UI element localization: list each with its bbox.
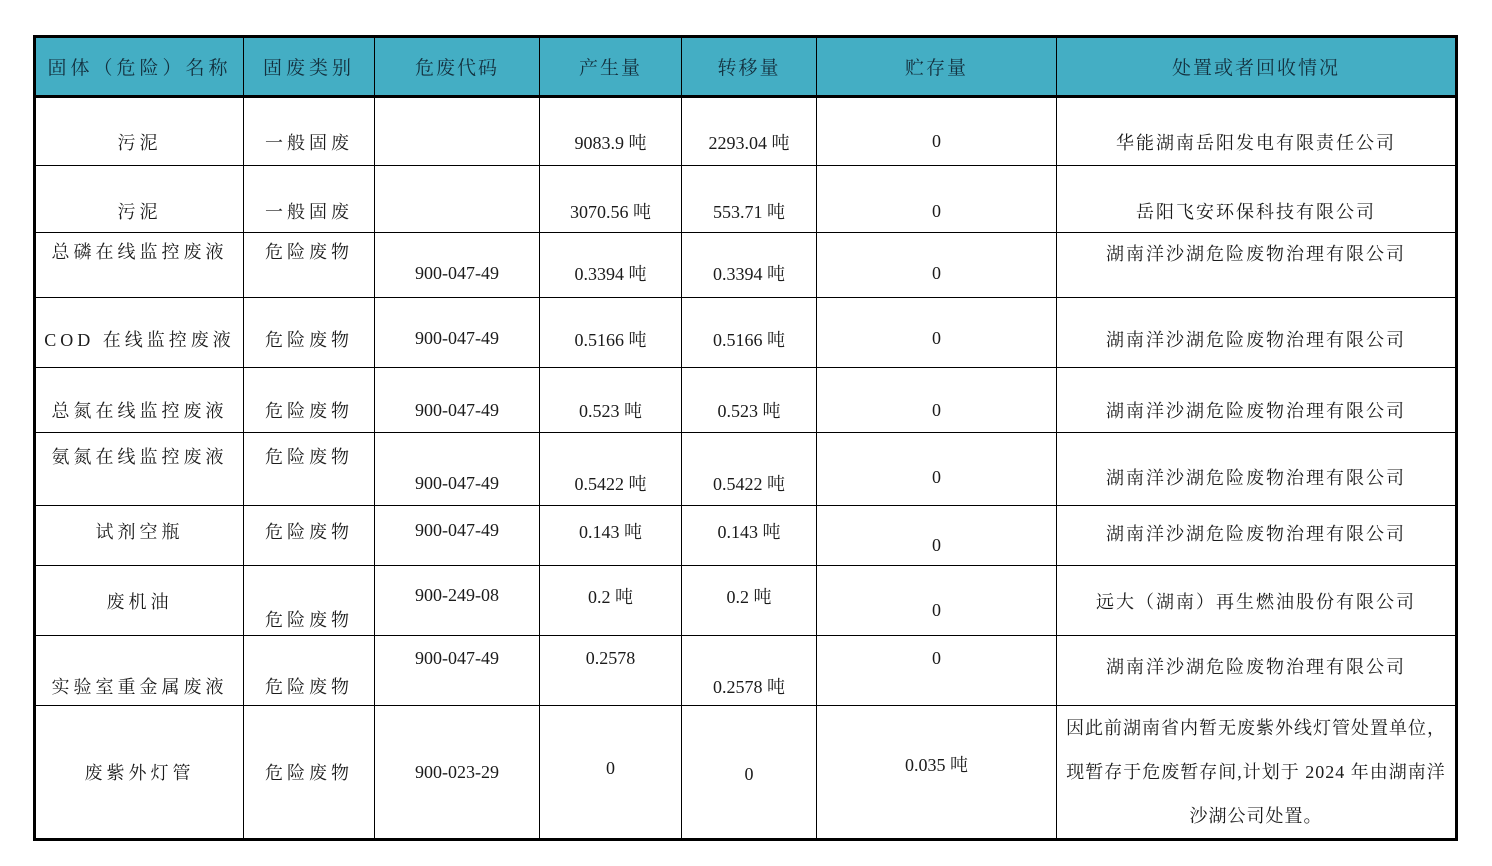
table-cell bbox=[1057, 433, 1455, 506]
cell-value: 危险废物 bbox=[265, 676, 353, 697]
cell-value: 污泥 bbox=[117, 132, 162, 153]
table-cell bbox=[817, 368, 1057, 433]
table-cell bbox=[375, 233, 540, 298]
table-cell bbox=[375, 98, 540, 166]
cell-value: 湖南洋沙湖危险废物治理有限公司 bbox=[1106, 401, 1406, 421]
table-cell bbox=[540, 706, 682, 838]
table-cell bbox=[36, 706, 244, 838]
cell-value: 废机油 bbox=[106, 591, 173, 612]
cell-value: 危险废物 bbox=[265, 401, 353, 421]
cell-value: 危险废物 bbox=[265, 447, 353, 467]
table-cell bbox=[36, 298, 244, 368]
table-cell bbox=[36, 433, 244, 506]
header-label: 转移量 bbox=[717, 58, 781, 79]
cell-value: 0.2 吨 bbox=[726, 586, 772, 607]
table-cell bbox=[36, 368, 244, 433]
table-cell bbox=[375, 636, 540, 706]
header-cell bbox=[682, 38, 817, 98]
table-grid bbox=[36, 38, 1455, 838]
table-cell bbox=[375, 566, 540, 636]
table-cell bbox=[817, 298, 1057, 368]
table-cell bbox=[682, 706, 817, 838]
table-cell bbox=[375, 706, 540, 838]
cell-value: 0 bbox=[932, 262, 941, 283]
header-label: 产生量 bbox=[578, 58, 642, 79]
table-cell bbox=[1057, 368, 1455, 433]
header-label: 危废代码 bbox=[414, 58, 499, 79]
cell-value: 0.5166 吨 bbox=[574, 329, 647, 350]
table-cell bbox=[375, 298, 540, 368]
table-cell bbox=[36, 566, 244, 636]
table-cell bbox=[817, 506, 1057, 566]
table-cell bbox=[375, 433, 540, 506]
header-cell bbox=[244, 38, 375, 98]
header-label: 贮存量 bbox=[904, 58, 968, 79]
table-cell bbox=[682, 368, 817, 433]
table-cell bbox=[375, 166, 540, 233]
cell-value: 2293.04 吨 bbox=[708, 132, 790, 153]
table-cell bbox=[1057, 298, 1455, 368]
table-cell bbox=[540, 98, 682, 166]
cell-value: COD 在线监控废液 bbox=[44, 329, 235, 350]
cell-value: 危险废物 bbox=[265, 242, 353, 262]
header-cell bbox=[817, 38, 1057, 98]
cell-value: 553.71 吨 bbox=[713, 202, 785, 222]
cell-value: 0 bbox=[932, 328, 941, 348]
cell-value: 一般固废 bbox=[265, 202, 353, 222]
table-cell bbox=[244, 706, 375, 838]
table-cell bbox=[682, 166, 817, 233]
cell-value: 0 bbox=[932, 131, 941, 151]
cell-value: 0.2 吨 bbox=[588, 586, 633, 607]
cell-value: 远大（湖南）再生燃油股份有限公司 bbox=[1096, 591, 1416, 612]
table-cell bbox=[817, 706, 1057, 838]
header-label: 处置或者回收情况 bbox=[1171, 58, 1340, 79]
table-cell bbox=[682, 98, 817, 166]
hazardous-waste-table bbox=[33, 35, 1458, 841]
table-cell bbox=[540, 166, 682, 233]
table-cell bbox=[1057, 636, 1455, 706]
table-cell bbox=[1057, 166, 1455, 233]
cell-value: 9083.9 吨 bbox=[574, 132, 647, 153]
cell-value: 湖南洋沙湖危险废物治理有限公司 bbox=[1106, 468, 1406, 488]
cell-value: 一般固废 bbox=[265, 132, 353, 153]
table-cell bbox=[244, 566, 375, 636]
table-cell bbox=[244, 298, 375, 368]
cell-value: 900-047-49 bbox=[415, 472, 499, 493]
cell-value: 0.523 吨 bbox=[717, 401, 781, 421]
table-cell bbox=[1057, 506, 1455, 566]
table-cell bbox=[682, 506, 817, 566]
cell-value: 危险废物 bbox=[265, 763, 353, 783]
cell-value: 0.143 吨 bbox=[717, 521, 781, 542]
table-cell bbox=[682, 298, 817, 368]
header-label: 固体（危险）名称 bbox=[47, 58, 232, 79]
table-cell bbox=[375, 368, 540, 433]
cell-value: 0.2578 吨 bbox=[713, 676, 785, 697]
cell-value: 900-047-49 bbox=[415, 328, 499, 348]
table-cell bbox=[244, 233, 375, 298]
cell-value: 0 bbox=[932, 200, 941, 221]
cell-value: 0.5166 吨 bbox=[713, 329, 785, 350]
cell-value: 华能湖南岳阳发电有限责任公司 bbox=[1116, 132, 1396, 153]
cell-value: 氨氮在线监控废液 bbox=[51, 447, 228, 467]
cell-value: 3070.56 吨 bbox=[570, 202, 651, 222]
cell-value: 湖南洋沙湖危险废物治理有限公司 bbox=[1106, 329, 1406, 350]
table-cell bbox=[1057, 233, 1455, 298]
cell-value: 总磷在线监控废液 bbox=[51, 242, 228, 262]
cell-value: 0 bbox=[932, 648, 941, 668]
cell-value: 湖南洋沙湖危险废物治理有限公司 bbox=[1106, 244, 1406, 264]
header-cell bbox=[540, 38, 682, 98]
cell-value: 岳阳飞安环保科技有限公司 bbox=[1136, 202, 1376, 222]
cell-value: 总氮在线监控废液 bbox=[51, 401, 228, 421]
cell-value: 900-023-29 bbox=[415, 761, 499, 782]
cell-value: 900-047-49 bbox=[415, 399, 499, 420]
header-label: 固废类别 bbox=[262, 58, 355, 79]
table-cell bbox=[540, 636, 682, 706]
cell-value: 0 bbox=[932, 399, 941, 420]
cell-value: 0.523 吨 bbox=[579, 401, 642, 421]
cell-value: 0.3394 吨 bbox=[713, 264, 785, 284]
table-cell bbox=[375, 506, 540, 566]
table-cell bbox=[817, 233, 1057, 298]
table-cell bbox=[817, 98, 1057, 166]
cell-value: 污泥 bbox=[117, 202, 162, 222]
table-cell bbox=[36, 636, 244, 706]
table-cell bbox=[36, 166, 244, 233]
table-cell bbox=[540, 506, 682, 566]
cell-value: 0 bbox=[606, 757, 615, 778]
table-cell bbox=[1057, 706, 1455, 838]
header-cell bbox=[375, 38, 540, 98]
cell-value: 0.5422 吨 bbox=[574, 474, 647, 494]
table-cell bbox=[244, 98, 375, 166]
header-cell bbox=[1057, 38, 1455, 98]
table-cell bbox=[36, 233, 244, 298]
table-cell bbox=[244, 433, 375, 506]
cell-value: 湖南洋沙湖危险废物治理有限公司 bbox=[1106, 523, 1406, 544]
cell-value: 废紫外灯管 bbox=[84, 763, 195, 783]
table-cell bbox=[817, 636, 1057, 706]
table-cell bbox=[36, 506, 244, 566]
table-cell bbox=[817, 566, 1057, 636]
cell-value: 0.5422 吨 bbox=[713, 474, 785, 494]
cell-value: 900-047-49 bbox=[415, 262, 499, 283]
table-cell bbox=[682, 433, 817, 506]
table-cell bbox=[1057, 566, 1455, 636]
cell-value: 0.143 吨 bbox=[579, 521, 642, 542]
table-cell bbox=[244, 636, 375, 706]
cell-value: 0 bbox=[932, 600, 941, 620]
cell-value: 危险废物 bbox=[265, 329, 353, 350]
cell-value: 0 bbox=[932, 535, 941, 555]
disposal-note: 因此前湖南省内暂无废紫外线灯管处置单位，现暂存于危废暂存间,计划于 2024 年由湖南洋沙湖公司处置。 bbox=[1066, 718, 1446, 826]
table-cell bbox=[540, 298, 682, 368]
cell-value: 900-249-08 bbox=[415, 585, 499, 605]
table-cell bbox=[540, 566, 682, 636]
table-cell bbox=[244, 166, 375, 233]
header-cell bbox=[36, 38, 244, 98]
table-cell bbox=[682, 233, 817, 298]
table-cell bbox=[540, 433, 682, 506]
table-cell bbox=[682, 636, 817, 706]
table-cell bbox=[244, 368, 375, 433]
cell-value: 0.3394 吨 bbox=[574, 264, 647, 284]
cell-value: 0 bbox=[744, 763, 754, 784]
table-cell bbox=[36, 98, 244, 166]
cell-value: 0 bbox=[932, 466, 941, 487]
cell-value: 900-047-49 bbox=[415, 520, 499, 540]
cell-value: 0.035 吨 bbox=[905, 755, 968, 775]
table-cell bbox=[244, 506, 375, 566]
table-cell bbox=[817, 166, 1057, 233]
table-cell bbox=[540, 368, 682, 433]
cell-value: 湖南洋沙湖危险废物治理有限公司 bbox=[1106, 656, 1406, 677]
table-cell bbox=[817, 433, 1057, 506]
cell-value: 0.2578 bbox=[585, 648, 636, 668]
cell-value: 危险废物 bbox=[265, 521, 353, 542]
cell-value: 试剂空瓶 bbox=[95, 521, 184, 542]
cell-value: 900-047-49 bbox=[415, 648, 499, 668]
table-cell bbox=[540, 233, 682, 298]
cell-value: 危险废物 bbox=[265, 609, 353, 630]
table-cell bbox=[1057, 98, 1455, 166]
cell-value: 实验室重金属废液 bbox=[51, 676, 228, 697]
table-cell bbox=[682, 566, 817, 636]
